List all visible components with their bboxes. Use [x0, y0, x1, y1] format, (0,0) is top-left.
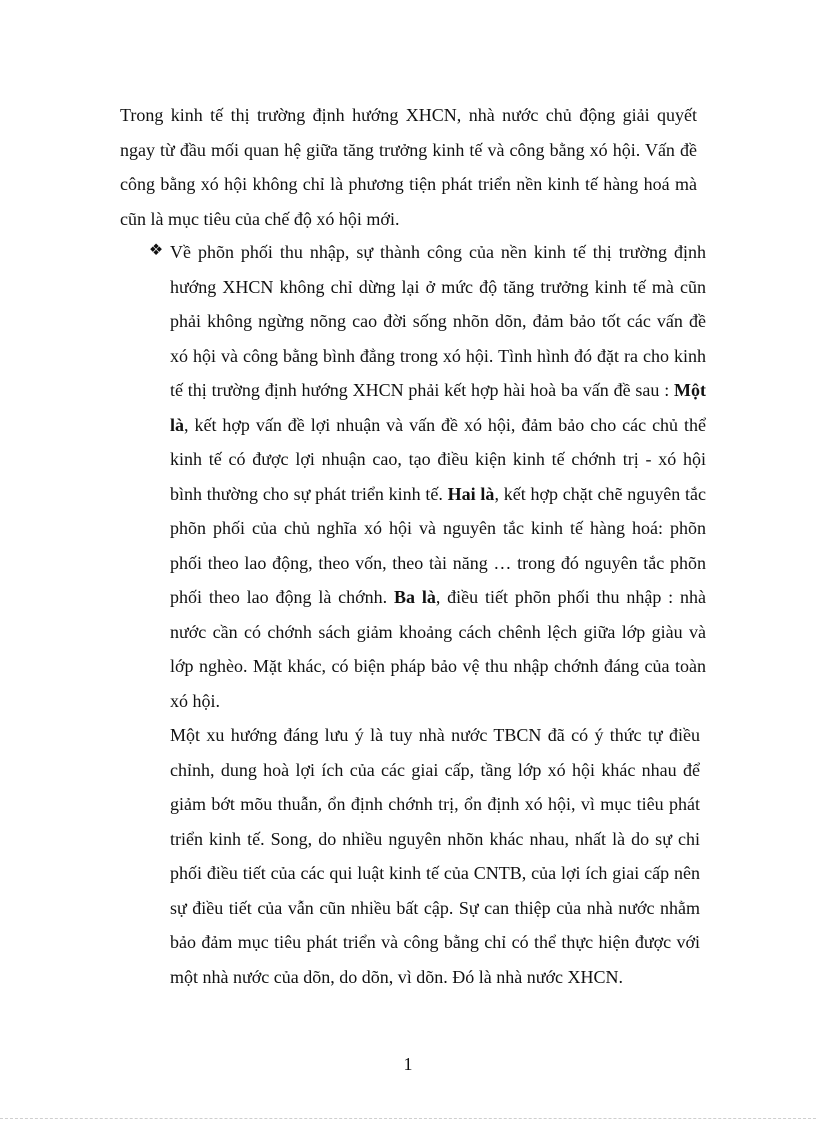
bold-term-mot-la: Một là [170, 380, 706, 435]
page-number: 1 [403, 1054, 413, 1074]
page-bottom-divider [0, 1118, 816, 1119]
bold-term-hai-la: Hai là [447, 483, 495, 504]
bold-term-ba-la: Ba là [394, 587, 436, 607]
bullet-text-segment: , kết hợp chặt chẽ nguyên tắc phõn phối của chủ nghĩa xó hội và nguyên tắc kinh tế hàng hoá: phõn phối theo lao động, theo vốn, theo tài năng … trong đó nguyên tắc phõn phối theo lao động là chớnh. [170, 483, 706, 607]
bullet-text-segment: , kết hợp vấn đề lợi nhuận và vấn đề xó hội, đảm bảo cho các chủ thể kinh tế có được lợi nhuận cao, tạo điều kiện kinh tế chớnh trị - xó hội bình thường cho sự phát triển kinh tế. [170, 414, 706, 504]
bullet-text-segment: Về phõn phối thu nhập, sự thành công của nền kinh tế thị trường định hướng XHCN không chỉ dừng lại ở mức độ tăng trưởng kinh tế mà cũn phải không ngừng nõng cao đời sống nhõn dõn, đảm bảo tốt các vấn đề xó hội và công bằng bình đẳng trong xó hội. Tình hình đó đặt ra cho kinh tế thị trường định hướng XHCN phải kết hợp hài hoà ba vấn đề sau : [170, 242, 706, 400]
bullet-item [146, 235, 706, 718]
intro-paragraph: Trong kinh tế thị trường định hướng XHCN, nhà nước chủ động giải quyết ngay từ đầu mối quan hệ giữa tăng trưởng kinh tế và công bằng xó hội. Vấn đề công bằng xó hội không chỉ là phương tiện phát triển nền kinh tế hàng hoá mà cũn là mục tiêu của chế độ xó hội mới. [120, 105, 697, 229]
diamond-dots-bullet-icon: ❖ [148, 242, 164, 259]
bullet-text-segment: , điều tiết phõn phối thu nhập : nhà nước cần có chớnh sách giảm khoảng cách chênh lệch giữa lớp giàu và lớp nghèo. Mặt khác, có biện pháp bảo vệ thu nhập chớnh đáng của toàn xó hội. [170, 587, 706, 711]
bullet-paragraph [146, 235, 706, 718]
follow-paragraph: Một xu hướng đáng lưu ý là tuy nhà nước TBCN đã có ý thức tự điều chỉnh, dung hoà lợi ích của các giai cấp, tầng lớp xó hội khác nhau để giảm bớt mõu thuẫn, ổn định chớnh trị, ổn định xó hội, vì mục tiêu phát triển kinh tế. Song, do nhiều nguyên nhõn khác nhau, nhất là do sự chi phối điều tiết của các qui luật kinh tế của CNTB, của lợi ích giai cấp nên sự điều tiết của vẫn cũn nhiều bất cập. Sự can thiệp của nhà nước nhằm bảo đảm mục tiêu phát triển và công bằng chỉ có thể thực hiện được với một nhà nước của dõn, do dõn, vì dõn. Đó là nhà nước XHCN. [170, 725, 700, 987]
